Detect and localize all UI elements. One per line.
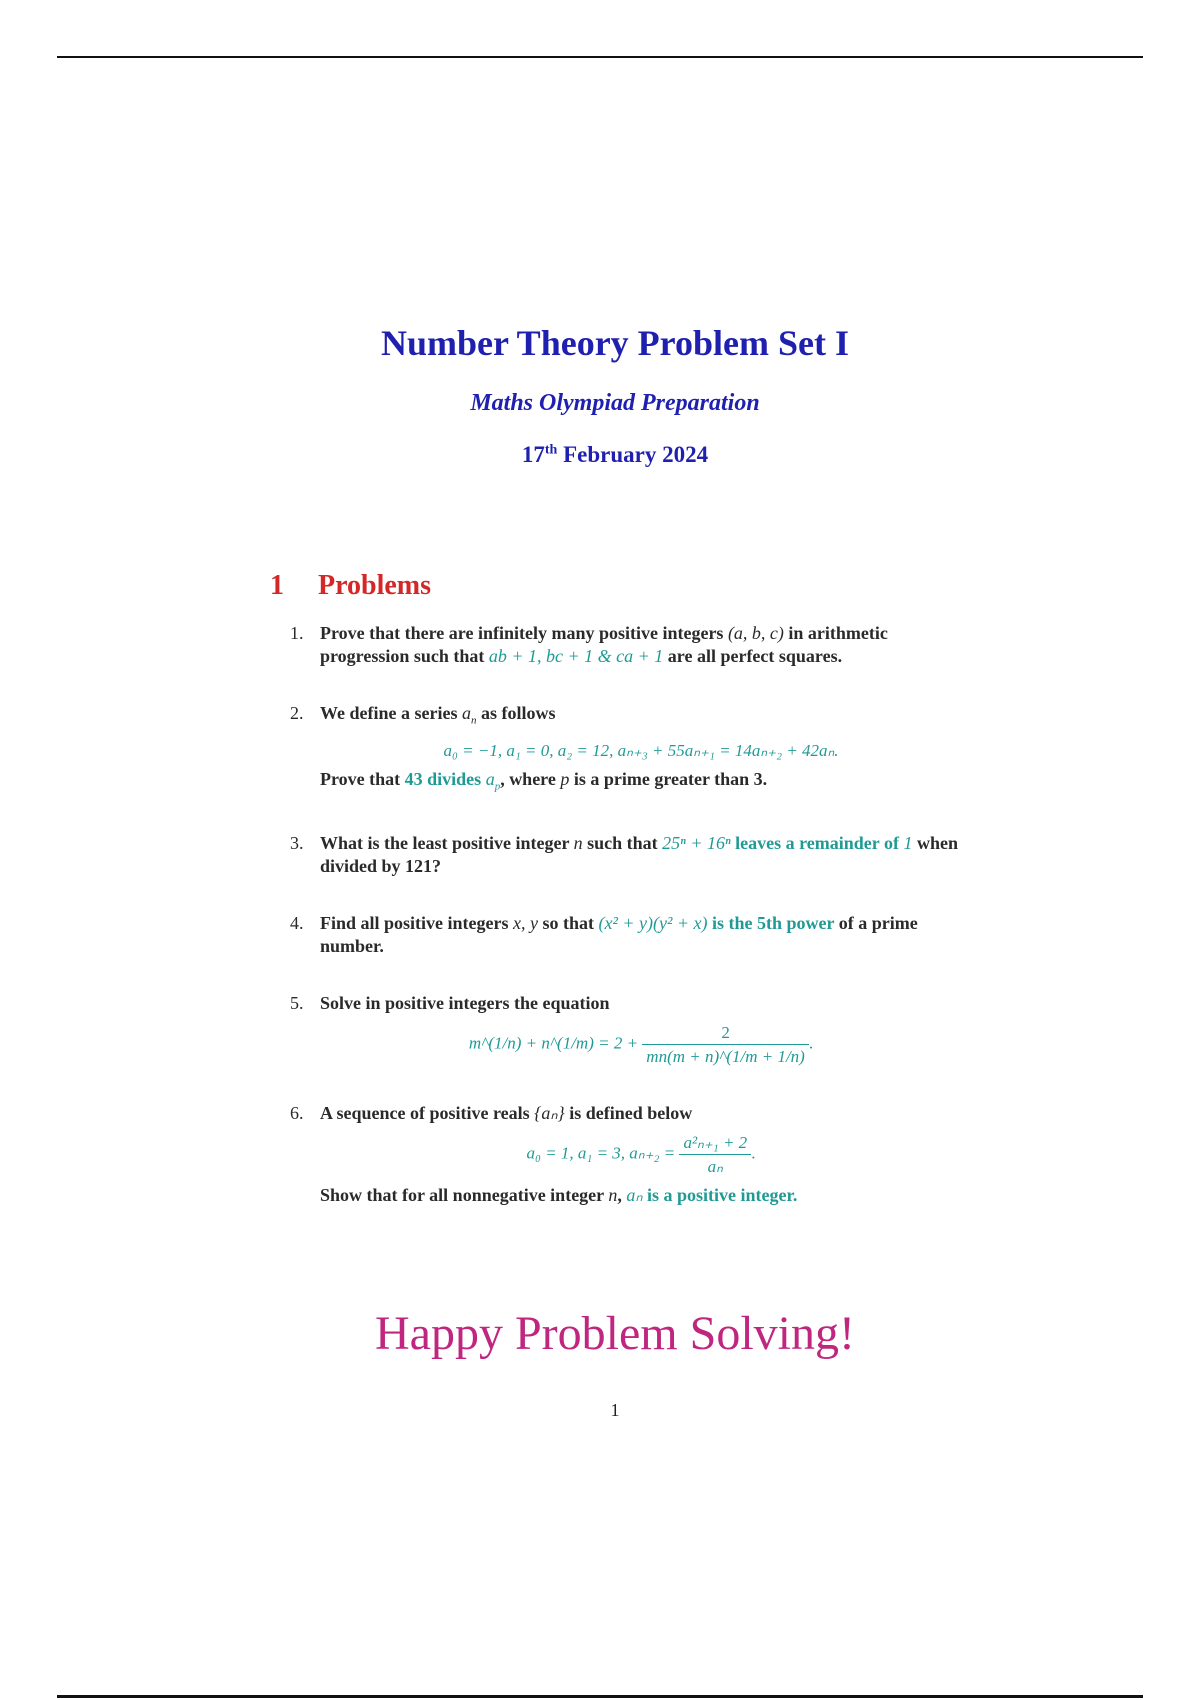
problem-text: A sequence of positive reals — [320, 1103, 530, 1124]
problem-text: when divided by 121? — [320, 833, 958, 877]
highlight-text: is a positive integer. — [647, 1185, 798, 1206]
math-variable: $a_n$ — [461, 703, 477, 727]
recurrence-equation: a₀ = −1, a₁ = 0, a₂ = 12, aₙ₊₃ + 55aₙ₊₁ = 14aₙ₊₂ + 42aₙ. — [443, 740, 839, 760]
problem-number: 2. — [290, 703, 304, 723]
problem-3 — [290, 832, 962, 878]
problem-text: Solve in positive integers the equation — [320, 993, 610, 1014]
problem-text: is a prime greater than 3. — [573, 768, 768, 789]
problem-number: 5. — [290, 993, 304, 1014]
section-title: Problems — [318, 570, 432, 601]
problem-text: is defined below — [569, 1103, 693, 1124]
highlight-text: is the 5th power — [712, 913, 835, 934]
problem-text: of a prime number. — [320, 913, 918, 957]
problem-text: such that — [587, 833, 658, 854]
problem-text: , — [617, 1185, 622, 1206]
math-variable: $a_p$ — [485, 768, 501, 793]
bottom-rule — [57, 1695, 1143, 1698]
problem-text: Show that for all nonnegative integer — [320, 1185, 604, 1206]
math-expression: ab + 1, bc + 1 & ca + 1 — [488, 646, 664, 666]
math-sequence: {aₙ} — [534, 1103, 565, 1124]
problem-text: in arithmetic progression such that — [320, 623, 888, 666]
math-expression: 25ⁿ + 16ⁿ — [662, 833, 731, 854]
page-number: 1 — [610, 1400, 620, 1420]
problem-list — [290, 622, 962, 1241]
equation-display: m^(1/n) + n^(1/m) = 2 + $\frac{2}{mn(m + n)\^{}(1/m + 1/n)}$ . — [468, 1023, 814, 1067]
equation-display: a₀ = 1, a₁ = 3, aₙ₊₂ = $\frac{\text{a²ₙ₊₁ + 2}}{\text{aₙ}}$ . — [526, 1133, 756, 1177]
section-number: 1 — [270, 570, 284, 601]
problem-text: are all perfect squares. — [667, 646, 843, 666]
problem-number: 6. — [290, 1103, 304, 1124]
problem-text: Prove that — [320, 768, 401, 789]
math-variable: aₙ — [626, 1185, 643, 1206]
date-rest: February 2024 — [563, 442, 709, 467]
problem-text: so that — [542, 913, 594, 934]
equation-lhs: m^(1/n) + n^(1/m) = 2 + — [468, 1033, 639, 1053]
problem-number: 3. — [290, 833, 304, 854]
problem-text: as follows — [480, 703, 556, 723]
problem-number: 4. — [290, 913, 304, 934]
date-day: 17 — [521, 442, 545, 467]
problem-6 — [290, 1102, 962, 1207]
closing-message: Happy Problem Solving! — [375, 1307, 855, 1360]
document-subtitle: Maths Olympiad Preparation — [470, 390, 760, 416]
problem-text: Prove that there are infinitely many positive integers — [320, 623, 724, 643]
problem-2 — [290, 702, 962, 798]
math-triple: (a, b, c) — [727, 623, 784, 643]
top-rule — [57, 56, 1143, 58]
math-variable: p — [560, 768, 570, 789]
fraction: $\frac{\text{a²ₙ₊₁ + 2}}{\text{aₙ}}$ — [679, 1131, 751, 1178]
math-variable: n — [608, 1185, 618, 1206]
problem-text: , where — [500, 768, 556, 789]
problem-text: We define a series — [320, 703, 458, 723]
equation-lhs: a₀ = 1, a₁ = 3, aₙ₊₂ = — [526, 1143, 676, 1163]
math-value: 1 — [903, 833, 913, 854]
problem-text: Find all positive integers — [320, 913, 509, 934]
document-title: Number Theory Problem Set I — [381, 323, 849, 363]
problem-5 — [290, 992, 962, 1068]
fraction: $\frac{2}{mn(m + n)\^{}(1/m + 1/n)}$ — [642, 1021, 809, 1068]
math-variable: n — [573, 833, 583, 854]
problem-text: What is the least positive integer — [320, 833, 570, 854]
problem-4 — [290, 912, 962, 958]
math-variable: x, y — [513, 913, 538, 934]
problem-number: 1. — [290, 623, 304, 643]
section-heading — [270, 570, 431, 602]
document-date — [0, 442, 1200, 468]
date-suffix: th — [544, 442, 558, 458]
math-expression: (x² + y)(y² + x) — [598, 913, 708, 934]
highlight-text: 43 divides — [404, 768, 482, 789]
highlight-text: leaves a remainder of — [735, 833, 899, 854]
problem-1 — [290, 622, 962, 668]
